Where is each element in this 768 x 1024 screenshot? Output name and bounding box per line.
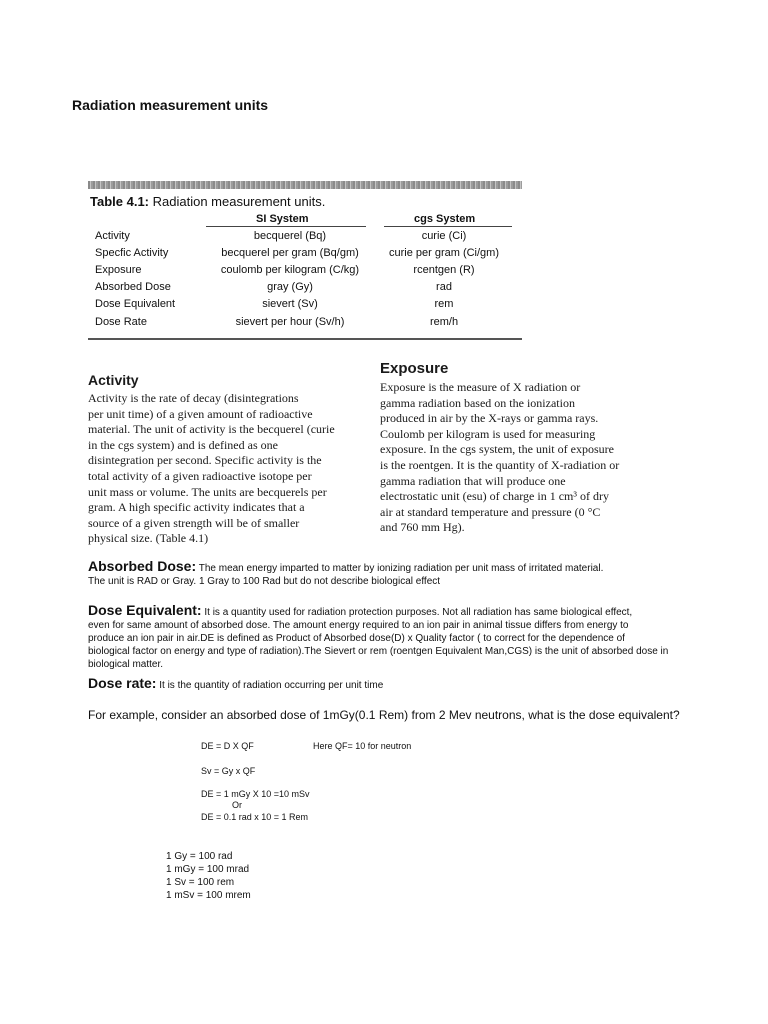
conversion-line: 1 mSv = 100 mrem <box>166 890 251 901</box>
dose-rate-paragraph <box>88 677 718 692</box>
dose-equivalent-heading: Dose Equivalent: <box>88 602 202 618</box>
exposure-line: Exposure is the measure of X radiation or <box>380 380 581 394</box>
header-underline-si <box>206 226 366 227</box>
row-si-unit: sievert per hour (Sv/h) <box>235 316 345 328</box>
calc-or: Or <box>232 800 242 810</box>
dose-equivalent-line: even for same amount of absorbed dose. The amount energy required to an ion pair in animal tissue differs from energy to <box>88 620 629 631</box>
activity-line: physical size. (Table 4.1) <box>88 531 209 546</box>
exposure-line: Coulomb per kilogram is used for measuring <box>380 426 596 441</box>
dose-rate-text: It is the quantity of radiation occurring per unit time <box>156 680 384 691</box>
dose-equivalent-paragraph <box>88 604 718 671</box>
row-cgs-unit: rem/h <box>429 316 459 328</box>
activity-line: total activity of a given radioactive isotope per <box>88 468 312 483</box>
activity-section <box>88 372 368 547</box>
activity-line: unit mass or volume. The units are becquerels per <box>88 484 327 499</box>
example-question: For example, consider an absorbed dose of 1mGy(0.1 Rem) from 2 Mev neutrons, what is the dose equivalent? <box>88 708 680 722</box>
row-quantity: Dose Rate <box>95 316 147 328</box>
calc-note: Here QF= 10 for neutron <box>313 741 412 751</box>
activity-line: disintegration per second. Specific activity is the <box>88 453 322 468</box>
row-si-unit: becquerel per gram (Bq/gm) <box>221 247 359 259</box>
row-si-unit: coulomb per kilogram (C/kg) <box>220 264 360 276</box>
table-row <box>88 247 522 264</box>
table-caption <box>90 194 325 209</box>
table-header-si: SI System <box>256 213 309 225</box>
exposure-line: and 760 mm Hg). <box>380 520 465 535</box>
calc-line: DE = 1 mGy X 10 =10 mSv <box>201 789 310 799</box>
table-bottom-border <box>88 338 522 340</box>
absorbed-dose-text: The unit is RAD or Gray. 1 Gray to 100 Rad but do not describe biological effect <box>88 576 441 587</box>
conversion-line: 1 Gy = 100 rad <box>166 851 233 862</box>
conversion-line: 1 mGy = 100 mrad <box>166 864 250 875</box>
table-row <box>88 281 522 298</box>
conversion-line: 1 Sv = 100 rem <box>166 877 235 888</box>
exposure-line: is the roentgen. It is the quantity of X-radiation or <box>380 457 620 472</box>
row-quantity: Dose Equivalent <box>95 298 176 310</box>
activity-line: Activity is the rate of decay (disintegrations <box>88 391 299 405</box>
table-top-border <box>88 181 522 189</box>
activity-line: in the cgs system) and is defined as one <box>88 437 278 452</box>
activity-line: material. The unit of activity is the becquerel (curie <box>88 422 335 437</box>
exposure-line: gamma radiation based on the ionization <box>380 395 575 410</box>
activity-line: gram. A high specific activity indicates that a <box>88 500 305 515</box>
absorbed-dose-paragraph <box>88 560 718 588</box>
exposure-line: exposure. In the cgs system, the unit of exposure <box>380 442 614 457</box>
row-quantity: Activity <box>95 230 130 242</box>
table-row <box>88 316 522 333</box>
row-cgs-unit: rcentgen (R) <box>413 264 475 276</box>
table-caption-text: Radiation measurement units. <box>149 194 326 209</box>
units-table <box>88 181 522 341</box>
absorbed-dose-text: The mean energy imparted to matter by ionizing radiation per unit mass of irritated material. <box>196 563 604 574</box>
row-cgs-unit: rem <box>434 298 454 310</box>
activity-line: source of a given strength will be of smaller <box>88 515 300 530</box>
activity-heading: Activity <box>88 372 139 388</box>
calc-line: DE = 0.1 rad x 10 = 1 Rem <box>201 812 309 822</box>
table-row <box>88 298 522 315</box>
dose-equivalent-text: It is a quantity used for radiation protection purposes. Not all radiation has same biological effect, <box>201 607 633 618</box>
table-row <box>88 264 522 281</box>
table-header-cgs: cgs System <box>414 213 476 225</box>
dose-equivalent-line: biological matter. <box>88 659 164 670</box>
row-quantity: Exposure <box>95 264 142 276</box>
row-si-unit: becquerel (Bq) <box>253 230 327 242</box>
row-quantity: Absorbed Dose <box>95 281 171 293</box>
calc-line: Sv = Gy x QF <box>201 766 256 776</box>
exposure-line: electrostatic unit (esu) of charge in 1 cm³ of dry <box>380 489 609 504</box>
row-cgs-unit: rad <box>436 281 452 293</box>
exposure-line: produced in air by the X-rays or gamma rays. <box>380 411 599 426</box>
header-underline-cgs <box>384 226 512 227</box>
dose-rate-heading: Dose rate: <box>88 675 157 691</box>
table-caption-label: Table 4.1: <box>90 194 150 209</box>
row-si-unit: sievert (Sv) <box>262 298 318 310</box>
activity-line: per unit time) of a given amount of radioactive <box>88 406 313 421</box>
row-cgs-unit: curie (Ci) <box>421 230 467 242</box>
row-si-unit: gray (Gy) <box>267 281 313 293</box>
exposure-line: gamma radiation that will produce one <box>380 473 566 488</box>
row-quantity: Specfic Activity <box>95 247 169 259</box>
row-cgs-unit: curie per gram (Ci/gm) <box>388 247 500 259</box>
dose-equivalent-line: produce an ion pair in air.DE is defined as Product of Absorbed dose(D) x Quality factor ( to correct for the dependence of <box>88 633 625 644</box>
table-row <box>88 230 522 247</box>
calc-line: DE = D X QF <box>201 741 254 751</box>
page-title: Radiation measurement units <box>72 97 269 113</box>
absorbed-dose-heading: Absorbed Dose: <box>88 558 197 574</box>
exposure-section <box>380 360 680 536</box>
exposure-line: air at standard temperature and pressure (0 °C <box>380 504 601 519</box>
dose-equivalent-line: biological factor on energy and type of radiation).The Sievert or rem (roentgen Equivalent Man,CGS) is the unit of absorbed dose in <box>88 646 669 657</box>
exposure-heading: Exposure <box>380 360 449 377</box>
